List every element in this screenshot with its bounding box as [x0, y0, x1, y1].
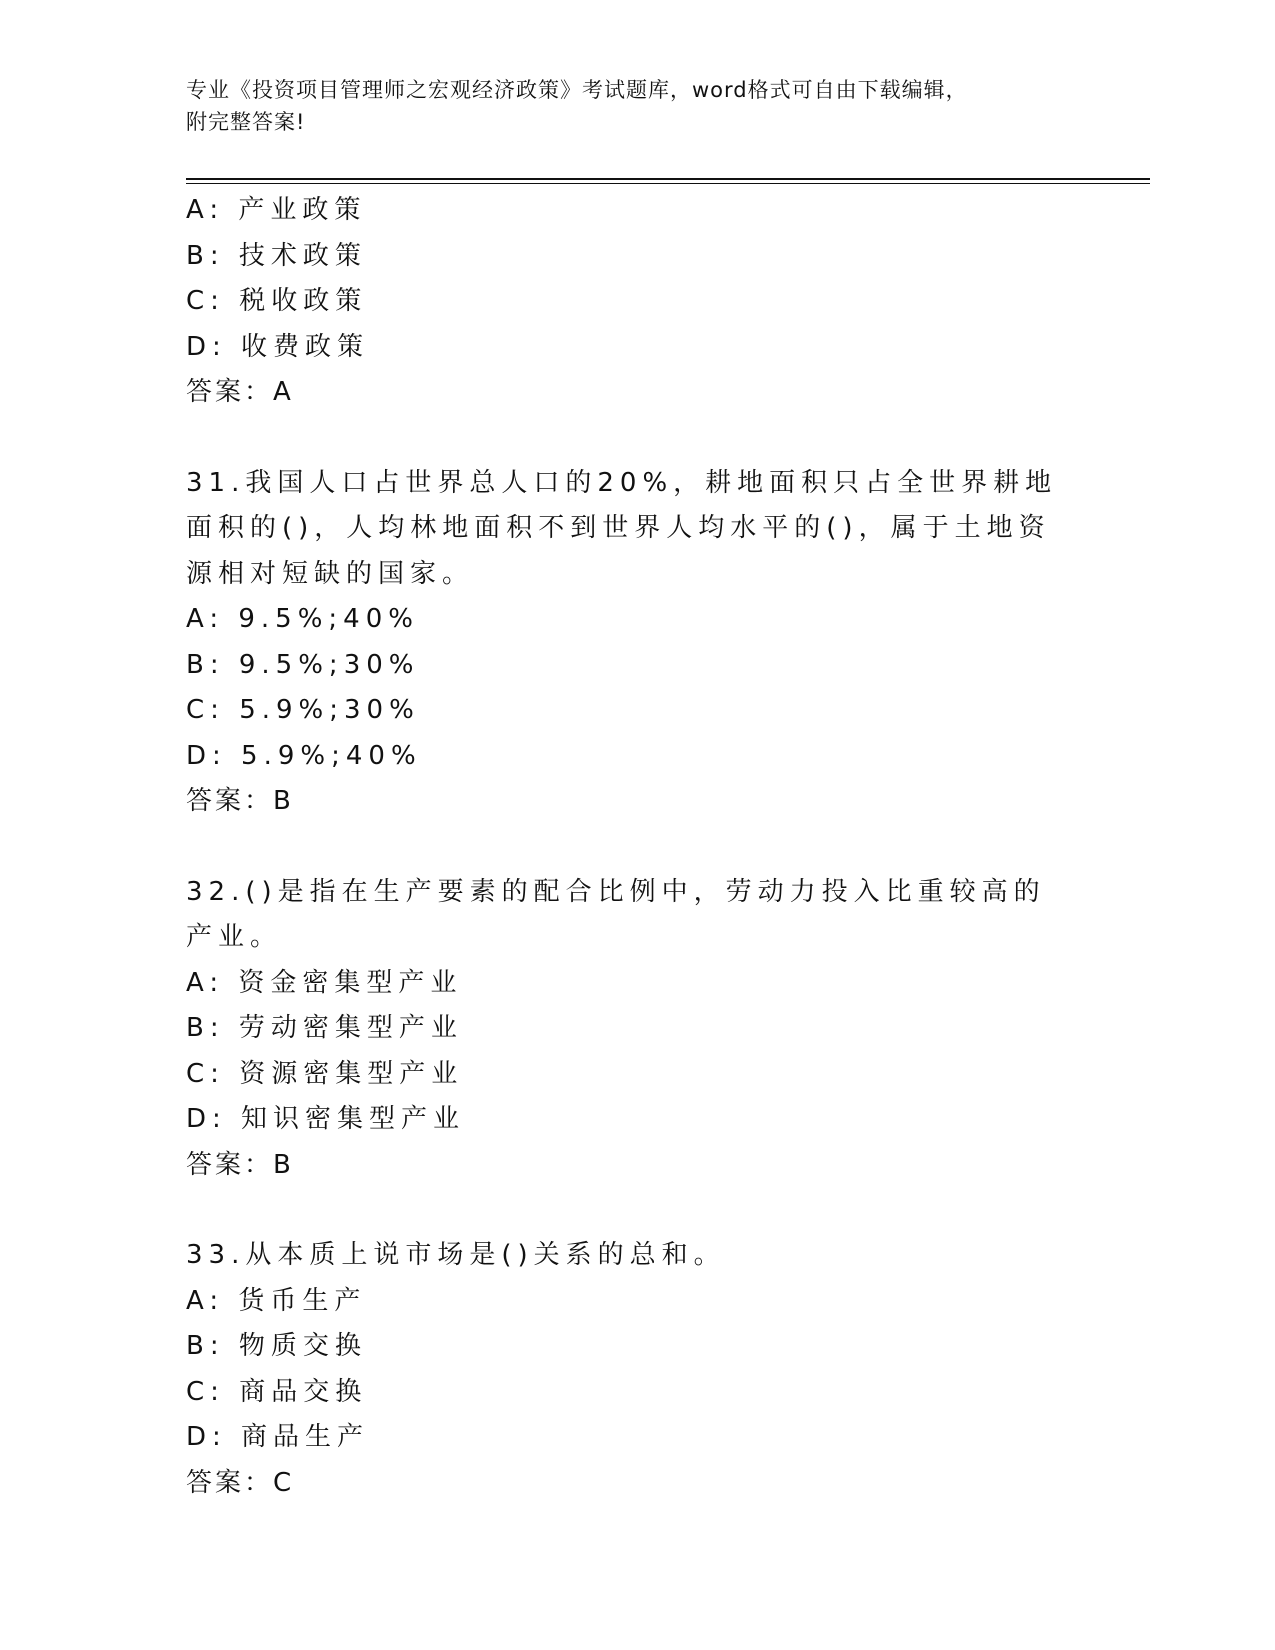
option-text: 货币生产 [238, 1285, 367, 1316]
option-c [186, 688, 1086, 734]
option-b [186, 643, 1086, 689]
answer-value: B [273, 786, 294, 816]
option-b [186, 234, 1086, 280]
option-text: 商品生产 [241, 1422, 370, 1452]
question-body: 从本质上说市场是()关系的总和。 [245, 1240, 726, 1270]
question-list [186, 188, 1086, 1506]
document-header [186, 74, 1086, 138]
option-letter: A: [186, 1285, 225, 1316]
option-text: 9.5%;40% [238, 604, 419, 634]
question-text [186, 870, 1066, 961]
option-letter: D: [186, 331, 227, 362]
option-a [186, 188, 1086, 234]
answer-line [186, 370, 1086, 416]
option-letter: B: [186, 240, 225, 271]
option-text: 9.5%;30% [238, 649, 420, 680]
header-divider-thin [186, 183, 1150, 184]
answer-line [186, 779, 1086, 825]
option-letter: B: [186, 1331, 225, 1361]
option-b [186, 1324, 1086, 1370]
option-letter: D: [186, 1104, 227, 1134]
option-letter: A: [186, 604, 225, 634]
option-text: 商品交换 [239, 1376, 368, 1407]
answer-label: 答案： [186, 1149, 274, 1180]
question-text [186, 461, 1066, 598]
option-letter: C: [186, 1376, 225, 1407]
question-number: 33. [186, 1240, 246, 1270]
option-d [186, 325, 1086, 371]
option-text: 技术政策 [238, 240, 367, 271]
option-letter: B: [186, 1013, 225, 1043]
option-text: 5.9%;40% [241, 740, 422, 771]
option-a [186, 1279, 1086, 1325]
option-text: 税收政策 [239, 286, 368, 316]
option-text: 5.9%;30% [239, 695, 420, 725]
option-c [186, 279, 1086, 325]
option-text: 资金密集型产业 [238, 967, 463, 998]
answer-value: A [273, 377, 294, 407]
option-letter: C: [186, 1058, 225, 1089]
option-letter: B: [186, 649, 225, 680]
question-number: 31. [186, 467, 246, 498]
option-c [186, 1370, 1086, 1416]
question-body: 我国人口占世界总人口的20%，耕地面积只占全世界耕地面积的()，人均林地面积不到世界人均水平的()，属于土地资源相对短缺的国家。 [186, 467, 1058, 589]
option-b [186, 1006, 1086, 1052]
answer-label: 答案： [186, 1467, 274, 1498]
option-text: 劳动密集型产业 [238, 1013, 463, 1043]
option-d [186, 1415, 1086, 1461]
question-block-31 [186, 461, 1086, 825]
option-c [186, 1052, 1086, 1098]
header-line-1: 专业《投资项目管理师之宏观经济政策》考试题库，word格式可自由下载编辑， [186, 78, 968, 102]
question-text [186, 1233, 1066, 1279]
option-letter: C: [186, 695, 225, 725]
option-text: 收费政策 [241, 331, 370, 362]
option-text: 资源密集型产业 [239, 1058, 464, 1089]
option-text: 知识密集型产业 [241, 1104, 466, 1134]
question-number: 32. [186, 876, 246, 907]
option-a [186, 597, 1086, 643]
option-letter: D: [186, 740, 227, 771]
header-line-2: 附完整答案! [186, 110, 306, 134]
question-block-prev [186, 188, 1086, 416]
option-d [186, 734, 1086, 780]
option-a [186, 961, 1086, 1007]
option-d [186, 1097, 1086, 1143]
answer-value: C [273, 1467, 295, 1498]
option-letter: A: [186, 195, 225, 225]
question-block-33 [186, 1233, 1086, 1506]
option-text: 产业政策 [238, 195, 367, 225]
question-body: ()是指在生产要素的配合比例中，劳动力投入比重较高的产业。 [186, 876, 1046, 952]
answer-line [186, 1461, 1086, 1507]
option-letter: C: [186, 286, 225, 316]
answer-label: 答案： [186, 786, 274, 816]
header-divider-thick [186, 178, 1150, 180]
question-block-32 [186, 870, 1086, 1189]
option-letter: D: [186, 1422, 227, 1452]
answer-value: B [273, 1149, 294, 1180]
answer-line [186, 1143, 1086, 1189]
answer-label: 答案： [186, 377, 274, 407]
option-text: 物质交换 [238, 1331, 367, 1361]
option-letter: A: [186, 967, 225, 998]
